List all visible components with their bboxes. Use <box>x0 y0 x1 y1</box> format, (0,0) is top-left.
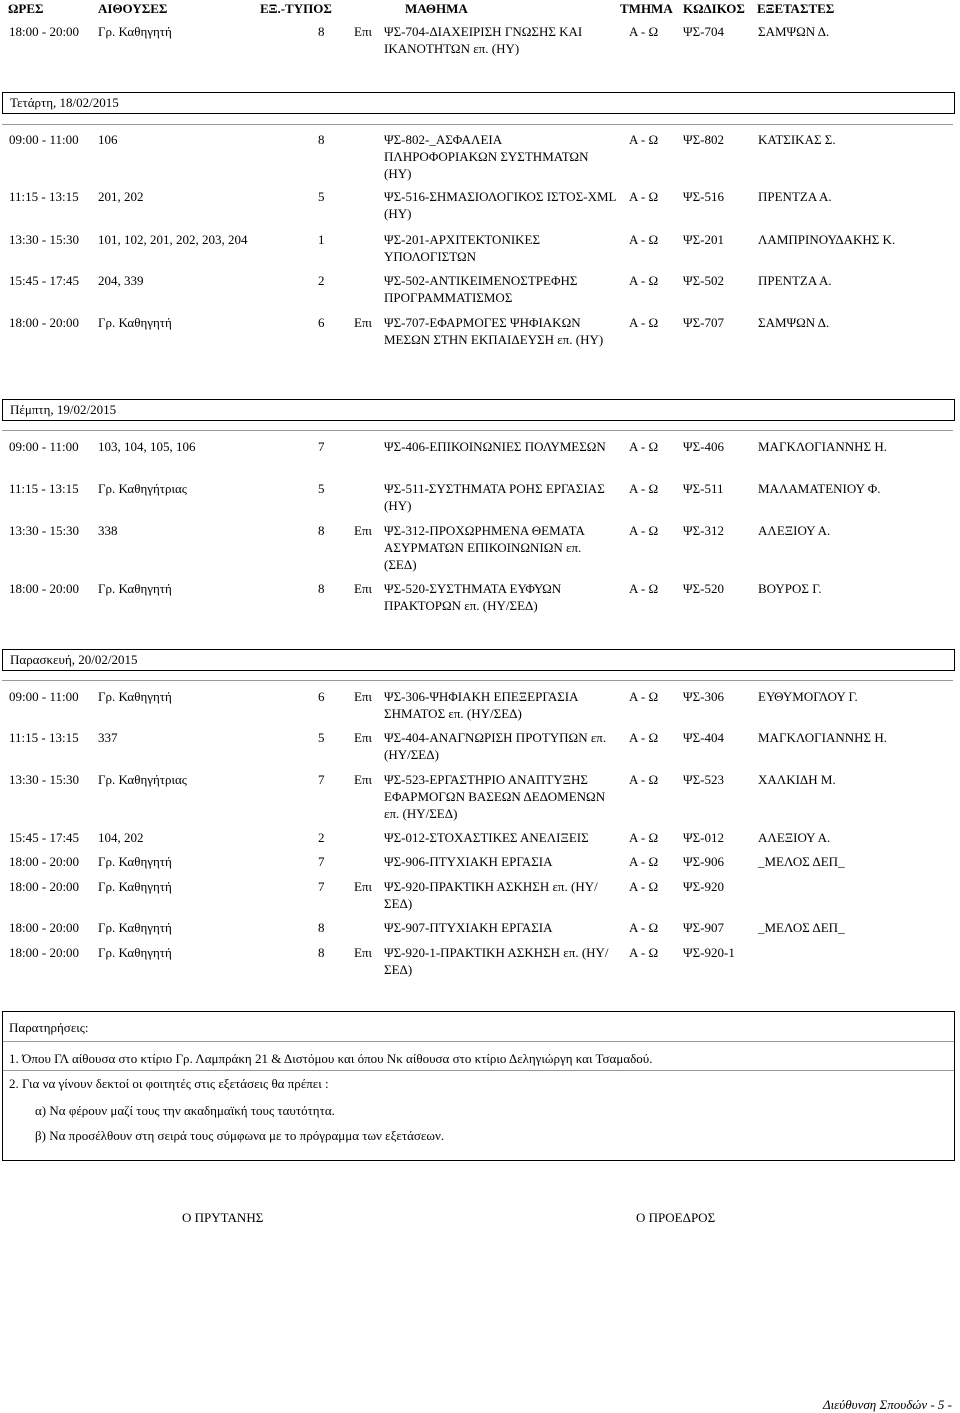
row-time: 18:00 - 20:00 <box>9 854 80 869</box>
row-semester: 7 <box>318 439 325 454</box>
divider <box>2 430 953 431</box>
row-course: ΨΣ-907-ΠΤΥΧΙΑΚΗ ΕΡΓΑΣΙΑ <box>384 920 553 935</box>
row-dept: Α - Ω <box>629 730 659 745</box>
row-examiners: ΜΑΓΚΛΟΓΙΑΝΝΗΣ Η. <box>758 439 887 454</box>
day-header <box>2 649 955 671</box>
row-semester: 8 <box>318 920 325 935</box>
row-room: Γρ. Καθηγητή <box>98 879 172 894</box>
row-room: 101, 102, 201, 202, 203, 204 <box>98 232 248 247</box>
row-time: 09:00 - 11:00 <box>9 132 79 147</box>
row-room: Γρ. Καθηγητή <box>98 854 172 869</box>
row-code: ΨΣ-406 <box>683 439 724 454</box>
row-room: 104, 202 <box>98 830 144 845</box>
row-code: ΨΣ-511 <box>683 481 724 496</box>
row-type: Επι <box>354 523 373 538</box>
row-code: ΨΣ-920 <box>683 879 724 894</box>
row-type: Επι <box>354 945 373 960</box>
row-semester: 2 <box>318 830 325 845</box>
row-time: 13:30 - 15:30 <box>9 772 80 787</box>
divider <box>3 1041 954 1042</box>
row-time: 18:00 - 20:00 <box>9 945 80 960</box>
row-semester: 8 <box>318 945 325 960</box>
row-room: Γρ. Καθηγητή <box>98 315 172 330</box>
row-room: 338 <box>98 523 118 538</box>
row-dept: Α - Ω <box>629 581 659 596</box>
row-room: Γρ. Καθηγητή <box>98 920 172 935</box>
row-code: ΨΣ-201 <box>683 232 724 247</box>
row-examiners: ΠΡΕΝΤΖΑ Α. <box>758 273 832 288</box>
row-time: 09:00 - 11:00 <box>9 689 79 704</box>
row-examiners: ΜΑΓΚΛΟΓΙΑΝΝΗΣ Η. <box>758 730 887 745</box>
row-course: ΨΣ-502-ΑΝΤΙΚΕΙΜΕΝΟΣΤΡΕΦΗΣ ΠΡΟΓΡΑΜΜΑΤΙΣΜΟΣ <box>384 273 578 305</box>
row-time: 13:30 - 15:30 <box>9 523 80 538</box>
row-dept: Α - Ω <box>629 879 659 894</box>
row-time: 18:00 - 20:00 <box>9 581 80 596</box>
day-header <box>2 92 955 114</box>
row-time: 11:15 - 13:15 <box>9 730 79 745</box>
table-header <box>0 0 960 16</box>
row-course: ΨΣ-511-ΣΥΣΤΗΜΑΤΑ ΡΟΗΣ ΕΡΓΑΣΙΑΣ (ΗΥ) <box>384 481 605 513</box>
row-semester: 7 <box>318 879 325 894</box>
header-examiners: ΕΞΕΤΑΣΤΕΣ <box>757 1 835 16</box>
row-semester: 8 <box>318 581 325 596</box>
row-semester: 8 <box>318 24 325 39</box>
row-course: ΨΣ-802-_ΑΣΦΑΛΕΙΑ ΠΛΗΡΟΦΟΡΙΑΚΩΝ ΣΥΣΤΗΜΑΤΩΝ (ΗΥ) <box>384 132 589 181</box>
row-room: 204, 339 <box>98 273 144 288</box>
row-dept: Α - Ω <box>629 439 659 454</box>
row-code: ΨΣ-907 <box>683 920 724 935</box>
row-code: ΨΣ-012 <box>683 830 724 845</box>
signature-rector: Ο ΠΡΥΤΑΝΗΣ <box>182 1210 264 1225</box>
row-dept: Α - Ω <box>629 689 659 704</box>
note-2b: β) Να προσέλθουν στη σειρά τους σύμφωνα με το πρόγραμμα των εξετάσεων. <box>35 1128 445 1143</box>
row-code: ΨΣ-520 <box>683 581 724 596</box>
row-room: Γρ. Καθηγητή <box>98 581 172 596</box>
divider <box>3 1070 954 1071</box>
row-course: ΨΣ-516-ΣΗΜΑΣΙΟΛΟΓΙΚΟΣ ΙΣΤΟΣ-XML (ΗΥ) <box>384 189 616 221</box>
row-semester: 5 <box>318 730 325 745</box>
signature-chair: Ο ΠΡΟΕΔΡΟΣ <box>636 1210 716 1225</box>
row-type: Επι <box>354 730 373 745</box>
row-type: Επι <box>354 689 373 704</box>
row-examiners: ΛΑΜΠΡΙΝΟΥΔΑΚΗΣ Κ. <box>758 232 896 247</box>
row-code: ΨΣ-704 <box>683 24 724 39</box>
row-type: Επι <box>354 581 373 596</box>
row-time: 13:30 - 15:30 <box>9 232 80 247</box>
row-dept: Α - Ω <box>629 315 659 330</box>
row-semester: 5 <box>318 481 325 496</box>
row-course: ΨΣ-906-ΠΤΥΧΙΑΚΗ ΕΡΓΑΣΙΑ <box>384 854 553 869</box>
row-course: ΨΣ-406-ΕΠΙΚΟΙΝΩΝΙΕΣ ΠΟΛΥΜΕΣΩΝ <box>384 439 606 454</box>
header-time: ΩΡΕΣ <box>8 1 44 16</box>
notes-title: Παρατηρήσεις: <box>9 1020 89 1035</box>
row-course: ΨΣ-704-ΔΙΑΧΕΙΡΙΣΗ ΓΝΩΣΗΣ ΚΑΙ ΙΚΑΝΟΤΗΤΩΝ επ. (ΗΥ) <box>384 24 583 56</box>
row-course: ΨΣ-920-1-ΠΡΑΚΤΙΚΗ ΑΣΚΗΣΗ επ. (ΗΥ/ΣΕΔ) <box>384 945 609 977</box>
row-course: ΨΣ-920-ΠΡΑΚΤΙΚΗ ΑΣΚΗΣΗ επ. (ΗΥ/ΣΕΔ) <box>384 879 598 911</box>
row-code: ΨΣ-306 <box>683 689 724 704</box>
row-course: ΨΣ-306-ΨΗΦΙΑΚΗ ΕΠΕΞΕΡΓΑΣΙΑ ΣΗΜΑΤΟΣ επ. (ΗΥ/ΣΕΔ) <box>384 689 578 721</box>
row-dept: Α - Ω <box>629 273 659 288</box>
header-course: ΜΑΘΗΜΑ <box>405 1 468 16</box>
row-room: 337 <box>98 730 118 745</box>
header-rooms: ΑΙΘΟΥΣΕΣ <box>98 1 168 16</box>
row-semester: 8 <box>318 132 325 147</box>
row-type: Επι <box>354 772 373 787</box>
row-examiners: ΜΑΛΑΜΑΤΕΝΙΟΥ Φ. <box>758 481 881 496</box>
row-course: ΨΣ-012-ΣΤΟΧΑΣΤΙΚΕΣ ΑΝΕΛΙΞΕΙΣ <box>384 830 589 845</box>
day-title: Τετάρτη, 18/02/2015 <box>10 95 119 110</box>
row-course: ΨΣ-707-ΕΦΑΡΜΟΓΕΣ ΨΗΦΙΑΚΩΝ ΜΕΣΩΝ ΣΤΗΝ ΕΚΠΑΙΔΕΥΣΗ επ. (ΗΥ) <box>384 315 604 347</box>
row-examiners: ΑΛΕΞΙΟΥ Α. <box>758 830 831 845</box>
row-room: 103, 104, 105, 106 <box>98 439 196 454</box>
notes-box <box>2 1011 955 1161</box>
row-dept: Α - Ω <box>629 772 659 787</box>
row-dept: Α - Ω <box>629 945 659 960</box>
row-room: 106 <box>98 132 118 147</box>
row-examiners: ΚΑΤΣΙΚΑΣ Σ. <box>758 132 836 147</box>
row-course: ΨΣ-312-ΠΡΟΧΩΡΗΜΕΝΑ ΘΕΜΑΤΑ ΑΣΥΡΜΑΤΩΝ ΕΠΙΚΟΙΝΩΝΙΩΝ επ. (ΣΕΔ) <box>384 523 585 572</box>
row-semester: 2 <box>318 273 325 288</box>
row-dept: Α - Ω <box>629 830 659 845</box>
row-room: Γρ. Καθηγητή <box>98 689 172 704</box>
row-code: ΨΣ-523 <box>683 772 724 787</box>
row-examiners: _ΜΕΛΟΣ ΔΕΠ_ <box>758 854 845 869</box>
row-dept: Α - Ω <box>629 920 659 935</box>
row-dept: Α - Ω <box>629 523 659 538</box>
row-time: 15:45 - 17:45 <box>9 273 80 288</box>
row-type: Επι <box>354 315 373 330</box>
row-examiners: ΣΑΜΨΩΝ Δ. <box>758 24 830 39</box>
row-room: Γρ. Καθηγήτριας <box>98 481 187 496</box>
day-header <box>2 399 955 421</box>
row-dept: Α - Ω <box>629 132 659 147</box>
row-course: ΨΣ-404-ΑΝΑΓΝΩΡΙΣΗ ΠΡΟΤΥΠΩΝ επ. (ΗΥ/ΣΕΔ) <box>384 730 607 762</box>
header-sem-type: ΕΞ.-ΤΥΠΟΣ <box>260 1 332 16</box>
row-examiners: ΣΑΜΨΩΝ Δ. <box>758 315 830 330</box>
page-footer: Διεύθυνση Σπουδών - 5 - <box>822 1397 952 1412</box>
day-title: Πέμπτη, 19/02/2015 <box>10 402 117 417</box>
row-time: 18:00 - 20:00 <box>9 879 80 894</box>
row-time: 11:15 - 13:15 <box>9 481 79 496</box>
row-time: 18:00 - 20:00 <box>9 315 80 330</box>
row-semester: 1 <box>318 232 325 247</box>
row-dept: Α - Ω <box>629 24 659 39</box>
row-dept: Α - Ω <box>629 232 659 247</box>
row-room: Γρ. Καθηγητή <box>98 24 172 39</box>
row-semester: 5 <box>318 189 325 204</box>
row-time: 18:00 - 20:00 <box>9 920 80 935</box>
row-course: ΨΣ-523-ΕΡΓΑΣΤΗΡΙΟ ΑΝΑΠΤΥΞΗΣ ΕΦΑΡΜΟΓΩΝ ΒΑΣΕΩΝ ΔΕΔΟΜΕΝΩΝ επ. (ΗΥ/ΣΕΔ) <box>384 772 606 821</box>
row-time: 11:15 - 13:15 <box>9 189 79 204</box>
row-dept: Α - Ω <box>629 189 659 204</box>
row-time: 15:45 - 17:45 <box>9 830 80 845</box>
header-code: ΚΩΔΙΚΟΣ <box>683 1 745 16</box>
row-examiners: _ΜΕΛΟΣ ΔΕΠ_ <box>758 920 845 935</box>
note-1: 1. Όπου ΓΛ αίθουσα στο κτίριο Γρ. Λαμπράκη 21 & Διστόμου και όπου Νκ αίθουσα στο κτίριο Δεληγιώργη και Τσαμαδού. <box>9 1051 653 1066</box>
row-code: ΨΣ-516 <box>683 189 724 204</box>
row-room: Γρ. Καθηγήτριας <box>98 772 187 787</box>
row-examiners: ΧΑΛΚΙΔΗ Μ. <box>758 772 836 787</box>
note-2a: α) Να φέρουν μαζί τους την ακαδημαϊκή τους ταυτότητα. <box>35 1103 335 1118</box>
header-dept: ΤΜΗΜΑ <box>620 1 673 16</box>
row-code: ΨΣ-920-1 <box>683 945 735 960</box>
row-code: ΨΣ-906 <box>683 854 724 869</box>
row-code: ΨΣ-404 <box>683 730 724 745</box>
row-code: ΨΣ-802 <box>683 132 724 147</box>
row-type: Επι <box>354 879 373 894</box>
row-semester: 8 <box>318 523 325 538</box>
row-examiners: ΕΥΘΥΜΟΓΛΟΥ Γ. <box>758 689 858 704</box>
divider <box>2 680 953 681</box>
row-semester: 7 <box>318 854 325 869</box>
row-room: Γρ. Καθηγητή <box>98 945 172 960</box>
row-examiners: ΒΟΥΡΟΣ Γ. <box>758 581 822 596</box>
day-title: Παρασκευή, 20/02/2015 <box>10 652 138 667</box>
row-semester: 7 <box>318 772 325 787</box>
row-code: ΨΣ-707 <box>683 315 724 330</box>
row-type: Επι <box>354 24 373 39</box>
row-course: ΨΣ-201-ΑΡΧΙΤΕΚΤΟΝΙΚΕΣ ΥΠΟΛΟΓΙΣΤΩΝ <box>384 232 541 264</box>
row-semester: 6 <box>318 315 325 330</box>
row-semester: 6 <box>318 689 325 704</box>
row-code: ΨΣ-502 <box>683 273 724 288</box>
row-examiners: ΑΛΕΞΙΟΥ Α. <box>758 523 831 538</box>
row-course: ΨΣ-520-ΣΥΣΤΗΜΑΤΑ ΕΥΦΥΩΝ ΠΡΑΚΤΟΡΩΝ επ. (ΗΥ/ΣΕΔ) <box>384 581 562 613</box>
note-2: 2. Για να γίνουν δεκτοί οι φοιτητές στις εξετάσεις θα πρέπει : <box>9 1076 329 1091</box>
row-code: ΨΣ-312 <box>683 523 724 538</box>
row-time: 09:00 - 11:00 <box>9 439 79 454</box>
row-time: 18:00 - 20:00 <box>9 24 80 39</box>
row-dept: Α - Ω <box>629 854 659 869</box>
row-room: 201, 202 <box>98 189 144 204</box>
row-examiners: ΠΡΕΝΤΖΑ Α. <box>758 189 832 204</box>
divider <box>2 124 953 125</box>
row-dept: Α - Ω <box>629 481 659 496</box>
